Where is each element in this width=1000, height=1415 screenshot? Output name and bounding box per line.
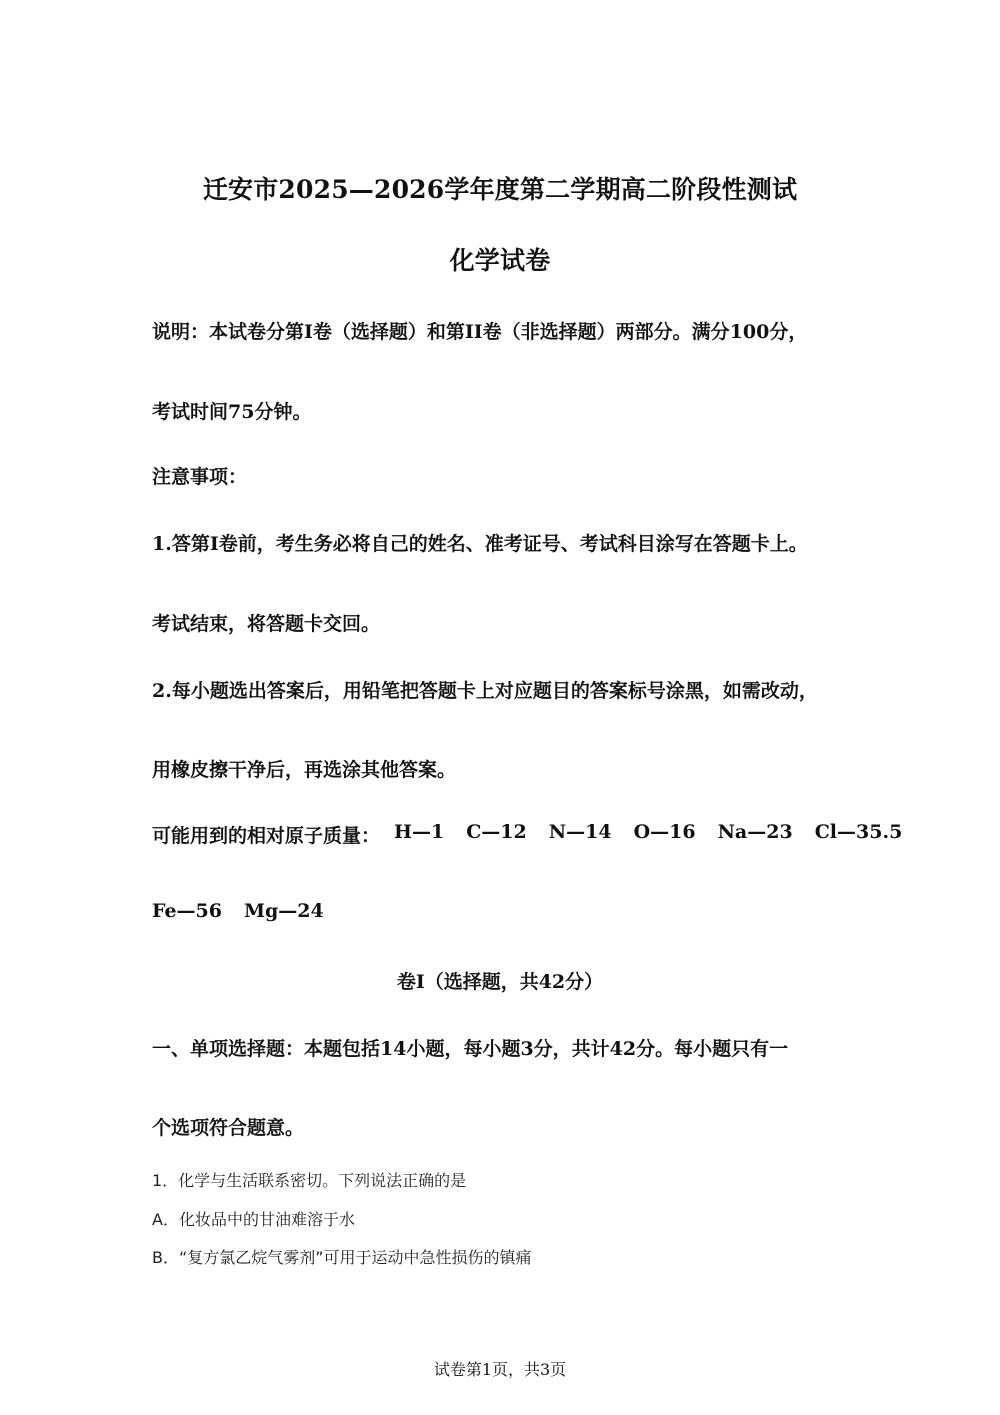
part-1-instruction-line-2: 个选项符合题意。 (152, 1117, 305, 1139)
question-1-stem: 1．化学与生活联系密切。下列说法正确的是 (152, 1171, 467, 1190)
atomic-mass-fe: Fe—56 (152, 900, 222, 922)
atomic-mass-o: O—16 (633, 821, 696, 843)
atomic-mass-mg: Mg—24 (243, 900, 324, 922)
atomic-mass-cl: Cl—35.5 (814, 821, 903, 843)
note-2-line-2: 用橡皮擦干净后，再选涂其他答案。 (152, 759, 457, 781)
intro-line-2: 考试时间75分钟。 (152, 401, 312, 423)
atomic-masses-label: 可能用到的相对原子质量： (152, 825, 381, 847)
atomic-mass-c: C—12 (466, 821, 527, 843)
atomic-masses-line-2 (152, 900, 324, 922)
exam-subtitle: 化学试卷 (449, 246, 551, 275)
note-1-line-1: 1.答第I卷前，考生务必将自己的姓名、准考证号、考试科目涂写在答题卡上。 (152, 533, 808, 555)
page-footer: 试卷第1页，共3页 (433, 1360, 567, 1379)
question-1-option-b: B．“复方氯乙烷气雾剂”可用于运动中急性损伤的镇痛 (152, 1248, 532, 1267)
note-2-line-1: 2.每小题选出答案后，用铅笔把答题卡上对应题目的答案标号涂黑，如需改动， (152, 680, 818, 702)
section-1-heading: 卷I（选择题，共42分） (396, 971, 604, 993)
intro-line-1: 说明：本试卷分第I卷（选择题）和第II卷（非选择题）两部分。满分100分， (152, 321, 808, 343)
atomic-mass-na: Na—23 (717, 821, 793, 843)
atomic-mass-n: N—14 (548, 821, 612, 843)
note-1-line-2: 考试结束，将答题卡交回。 (152, 613, 381, 635)
atomic-masses-line-1 (152, 821, 902, 848)
atomic-mass-h: H—1 (394, 821, 445, 843)
notes-heading: 注意事项： (152, 466, 248, 488)
question-1-option-a: A．化妆品中的甘油难溶于水 (152, 1210, 355, 1229)
part-1-instruction-line-1: 一、单项选择题：本题包括14小题，每小题3分，共计42分。每小题只有一 (152, 1038, 789, 1060)
exam-title: 迁安市2025—2026学年度第二学期高二阶段性测试 (202, 175, 798, 204)
